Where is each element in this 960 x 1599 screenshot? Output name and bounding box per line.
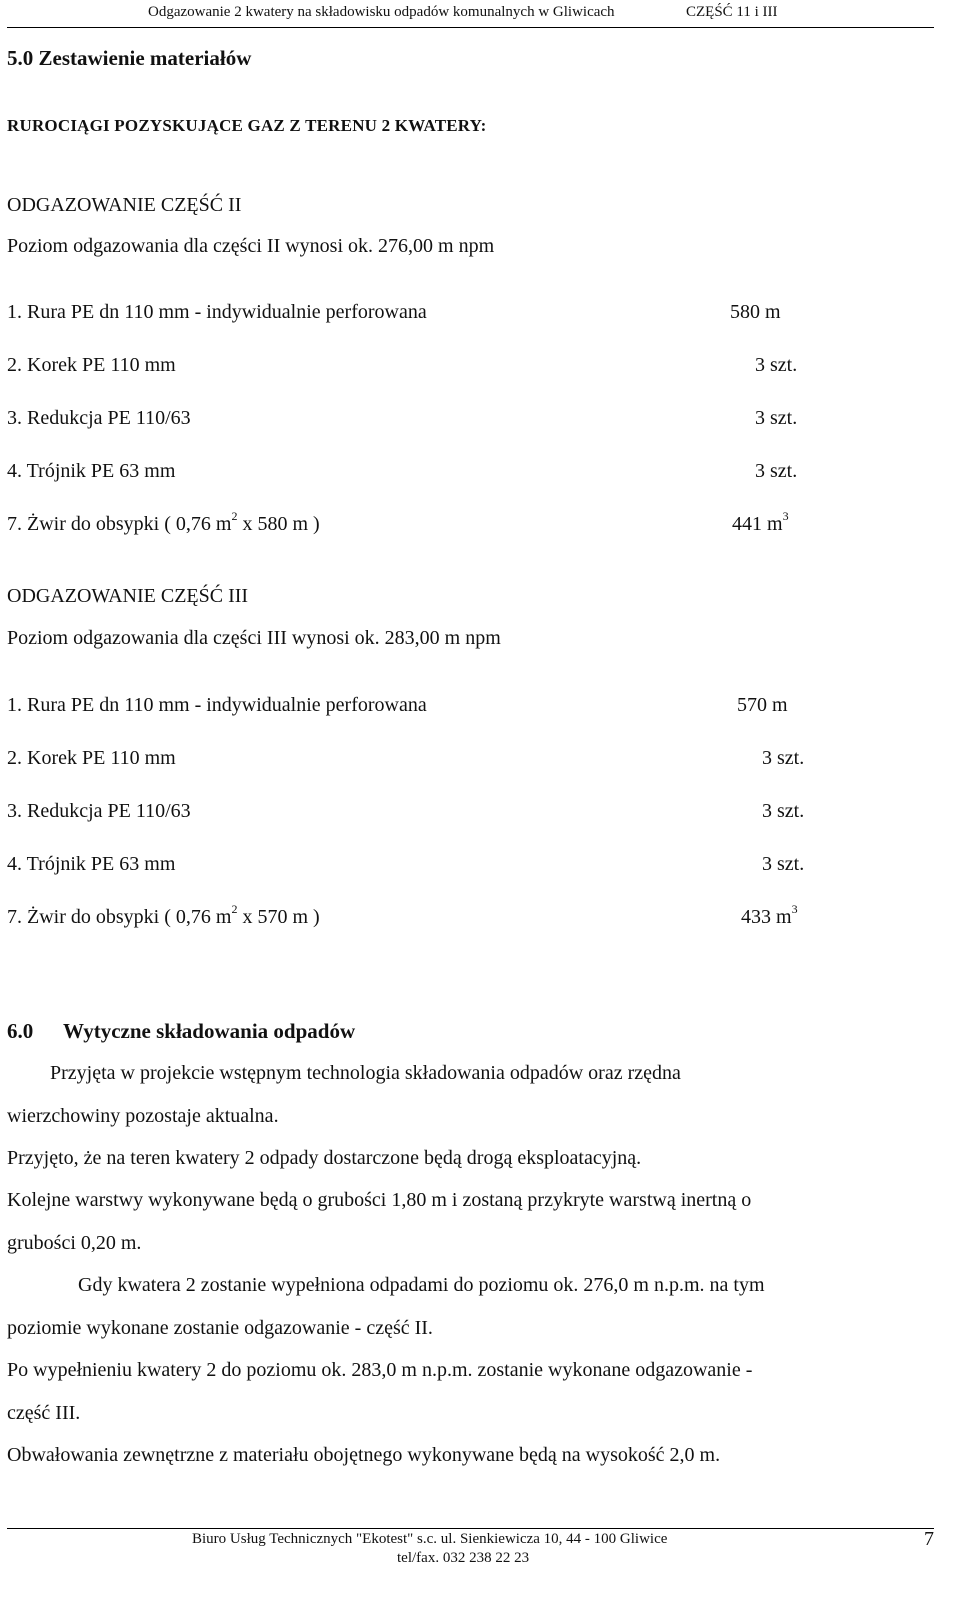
part-2-item-label: 3. Redukcja PE 110/63 bbox=[7, 407, 191, 429]
part-2-item-qty: 3 szt. bbox=[755, 354, 798, 376]
paragraph-line: Po wypełnieniu kwatery 2 do poziomu ok. 283,0 m n.p.m. zostanie wykonane odgazowanie - bbox=[7, 1359, 753, 1381]
part-2-level: Poziom odgazowania dla części II wynosi ok. 276,00 m npm bbox=[7, 235, 495, 257]
header-rule bbox=[7, 27, 934, 28]
part-3-item-qty: 3 szt. bbox=[762, 747, 805, 769]
part-3-gravel-qty: 433 $m^3$ bbox=[741, 902, 798, 928]
section-6-title: Wytyczne składowania odpadów bbox=[63, 1019, 356, 1043]
section-5-subtitle: RUROCIĄGI POZYSKUJĄCE GAZ Z TERENU 2 KWATERY: bbox=[7, 116, 487, 135]
section-5-title: 5.0 Zestawienie materiałów bbox=[7, 46, 252, 70]
part-3-level: Poziom odgazowania dla części III wynosi ok. 283,00 m npm bbox=[7, 627, 501, 649]
paragraph-line: wierzchowiny pozostaje aktualna. bbox=[7, 1105, 279, 1127]
part-3-item-label: 1. Rura PE dn 110 mm - indywidualnie perforowana bbox=[7, 694, 427, 716]
part-3-item-qty: 570 m bbox=[737, 694, 788, 716]
part-2-gravel-label: 7. Żwir do obsypki ( 0,76 $m^2$ x 580 m ) bbox=[7, 509, 320, 535]
part-3-item-qty: 3 szt. bbox=[762, 800, 805, 822]
part-2-item-qty: 580 m bbox=[730, 301, 781, 323]
paragraph-line: Gdy kwatera 2 zostanie wypełniona odpadami do poziomu ok. 276,0 m n.p.m. na tym bbox=[78, 1274, 765, 1296]
part-3-title: ODGAZOWANIE CZĘŚĆ III bbox=[7, 585, 249, 607]
footer-address: Biuro Usług Technicznych "Ekotest" s.c. ul. Sienkiewicza 10, 44 - 100 Gliwice bbox=[192, 1531, 668, 1547]
part-2-item-label: 4. Trójnik PE 63 mm bbox=[7, 460, 176, 482]
header-title: Odgazowanie 2 kwatery na składowisku odpadów komunalnych w Gliwicach bbox=[148, 4, 615, 20]
header-part: CZĘŚĆ 11 i III bbox=[686, 4, 778, 20]
part-2-item-label: 2. Korek PE 110 mm bbox=[7, 354, 176, 376]
footer-phone: tel/fax. 032 238 22 23 bbox=[397, 1550, 530, 1566]
page-number: 7 bbox=[924, 1528, 934, 1550]
part-2-gravel-qty: 441 $m^3$ bbox=[732, 509, 789, 535]
part-2-item-qty: 3 szt. bbox=[755, 407, 798, 429]
part-2-item-qty: 3 szt. bbox=[755, 460, 798, 482]
paragraph-line: Przyjęta w projekcie wstępnym technologia składowania odpadów oraz rzędna bbox=[50, 1062, 681, 1084]
part-3-item-label: 2. Korek PE 110 mm bbox=[7, 747, 176, 769]
part-3-gravel-label: 7. Żwir do obsypki ( 0,76 $m^2$ x 570 m ) bbox=[7, 902, 320, 928]
section-6-number: 6.0 bbox=[7, 1019, 34, 1043]
paragraph-line: poziomie wykonane zostanie odgazowanie - część II. bbox=[7, 1317, 433, 1339]
part-2-title: ODGAZOWANIE CZĘŚĆ II bbox=[7, 194, 242, 216]
part-2-item-label: 1. Rura PE dn 110 mm - indywidualnie perforowana bbox=[7, 301, 427, 323]
footer-rule bbox=[7, 1528, 934, 1529]
paragraph-line: część III. bbox=[7, 1402, 81, 1424]
part-3-item-label: 4. Trójnik PE 63 mm bbox=[7, 853, 176, 875]
part-3-item-label: 3. Redukcja PE 110/63 bbox=[7, 800, 191, 822]
paragraph-line: grubości 0,20 m. bbox=[7, 1232, 142, 1254]
paragraph-line: Przyjęto, że na teren kwatery 2 odpady dostarczone będą drogą eksploatacyjną. bbox=[7, 1147, 642, 1169]
part-3-item-qty: 3 szt. bbox=[762, 853, 805, 875]
paragraph-line: Kolejne warstwy wykonywane będą o grubości 1,80 m i zostaną przykryte warstwą inertną o bbox=[7, 1189, 752, 1211]
paragraph-line: Obwałowania zewnętrzne z materiału obojętnego wykonywane będą na wysokość 2,0 m. bbox=[7, 1444, 721, 1466]
